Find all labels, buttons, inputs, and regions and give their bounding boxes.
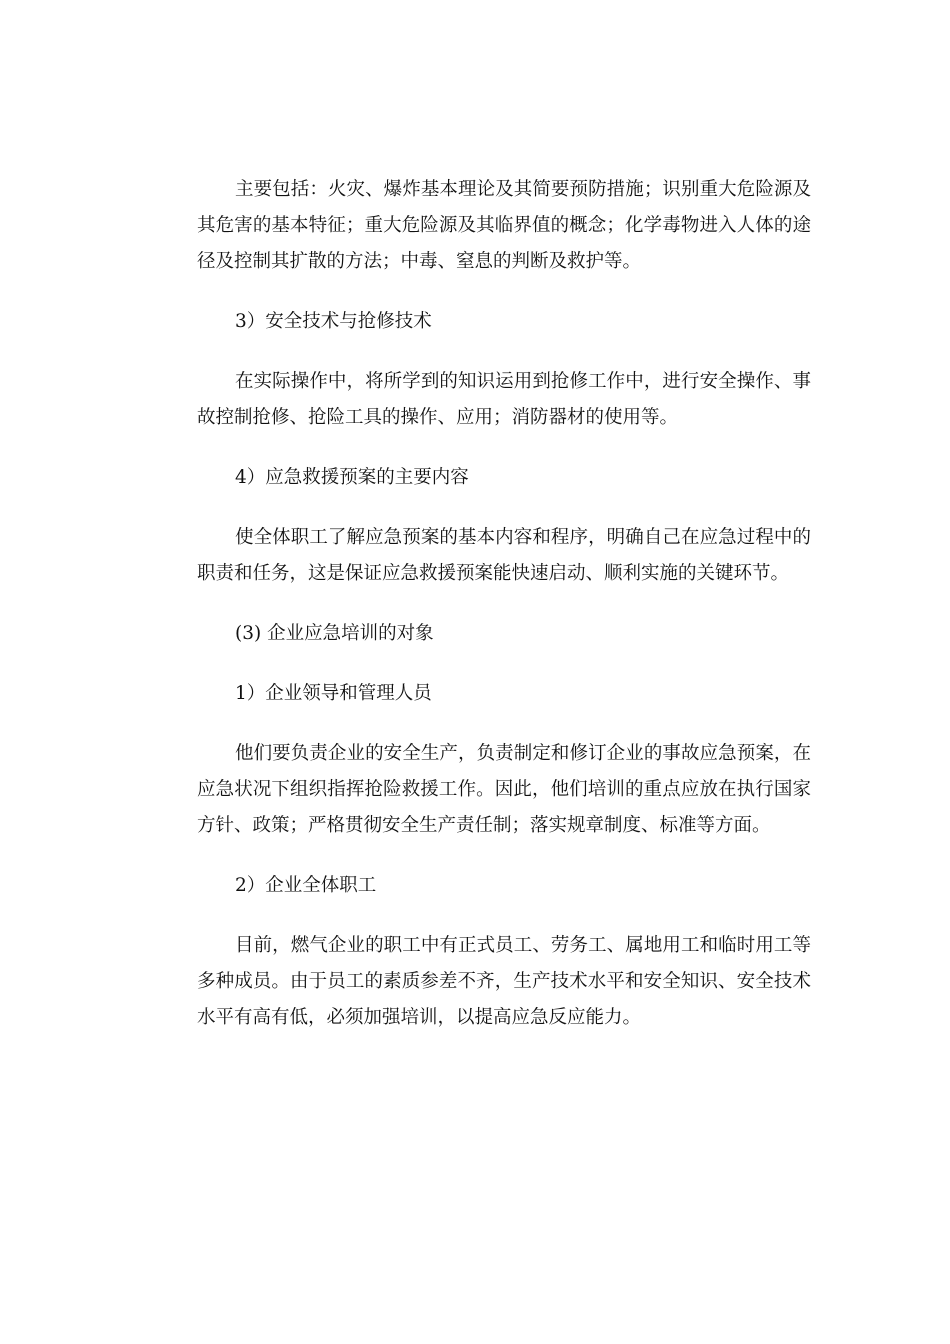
paragraph-hazard-basics: 主要包括：火灾、爆炸基本理论及其简要预防措施；识别重大危险源及其危害的基本特征；重大危险源及其临界值的概念；化学毒物进入人体的途径及控制其扩散的方法；中毒、窒息的判断及救护等。: [197, 179, 811, 272]
heading-leaders-managers: 1）企业领导和管理人员: [235, 683, 432, 704]
heading-training-targets: (3) 企业应急培训的对象: [235, 623, 434, 644]
heading-all-employees: 2）企业全体职工: [235, 875, 377, 896]
document-body: [197, 172, 811, 1060]
paragraph-practical-operation: 在实际操作中，将所学到的知识运用到抢修工作中，进行安全操作、事故控制抢修、抢险工具的操作、应用；消防器材的使用等。: [197, 371, 811, 428]
paragraph-leaders-duties: 他们要负责企业的安全生产，负责制定和修订企业的事故应急预案，在应急状况下组织指挥抢险救援工作。因此，他们培训的重点应放在执行国家方针、政策；严格贯彻安全生产责任制；落实规章制度、标准等方面。: [197, 743, 811, 836]
heading-safety-repair-tech: 3）安全技术与抢修技术: [235, 311, 432, 332]
heading-emergency-plan-content: 4）应急救援预案的主要内容: [235, 467, 469, 488]
paragraph-emergency-plan: 使全体职工了解应急预案的基本内容和程序，明确自己在应急过程中的职责和任务，这是保证应急救援预案能快速启动、顺利实施的关键环节。: [197, 527, 811, 584]
paragraph-employees-training: 目前，燃气企业的职工中有正式员工、劳务工、属地用工和临时用工等多种成员。由于员工的素质参差不齐，生产技术水平和安全知识、安全技术水平有高有低，必须加强培训，以提高应急反应能力。: [197, 935, 811, 1028]
